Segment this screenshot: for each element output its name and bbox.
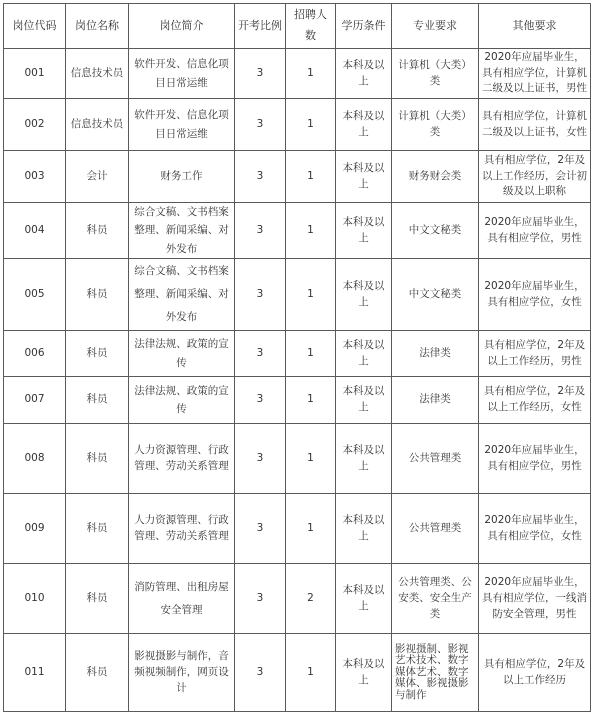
cell-count: 1 — [286, 634, 336, 712]
header-intro: 岗位简介 — [129, 4, 235, 49]
cell-count: 1 — [286, 49, 336, 99]
cell-code: 010 — [4, 564, 66, 634]
table-row — [4, 494, 591, 564]
cell-name: 科员 — [66, 634, 129, 712]
cell-intro: 综合文稿、文书档案整理、新闻采编、对外发布 — [129, 203, 235, 259]
cell-intro: 影视摄影与制作，音频视频制作，网页设计 — [129, 634, 235, 712]
cell-intro: 人力资源管理、行政管理、劳动关系管理 — [129, 424, 235, 494]
cell-code: 008 — [4, 424, 66, 494]
cell-major: 公共管理类 — [392, 494, 479, 564]
cell-intro: 软件开发、信息化项目日常运维 — [129, 99, 235, 151]
cell-name: 科员 — [66, 331, 129, 377]
cell-major: 影视摄制、影视艺术技术、数字媒体艺术、数字媒体、影视摄影与制作 — [392, 634, 479, 712]
table-row — [4, 99, 591, 151]
cell-code: 003 — [4, 151, 66, 203]
cell-other: 2020年应届毕业生，具有相应学位，女性 — [479, 494, 591, 564]
cell-name: 科员 — [66, 203, 129, 259]
cell-major: 计算机（大类）类 — [392, 99, 479, 151]
header-name: 岗位名称 — [66, 4, 129, 49]
cell-edu: 本科及以上 — [336, 377, 392, 424]
header-edu: 学历条件 — [336, 4, 392, 49]
cell-name: 会计 — [66, 151, 129, 203]
cell-ratio: 3 — [235, 634, 286, 712]
header-ratio: 开考比例 — [235, 4, 286, 49]
cell-name: 科员 — [66, 424, 129, 494]
cell-major: 法律类 — [392, 331, 479, 377]
cell-edu: 本科及以上 — [336, 494, 392, 564]
cell-intro: 软件开发、信息化项目日常运维 — [129, 49, 235, 99]
cell-ratio: 3 — [235, 203, 286, 259]
cell-name: 信息技术员 — [66, 99, 129, 151]
table-row — [4, 331, 591, 377]
cell-ratio: 3 — [235, 49, 286, 99]
cell-code: 002 — [4, 99, 66, 151]
cell-intro: 财务工作 — [129, 151, 235, 203]
cell-other: 具有相应学位，2年及以上工作经历，会计初级及以上职称 — [479, 151, 591, 203]
cell-count: 2 — [286, 564, 336, 634]
cell-count: 1 — [286, 99, 336, 151]
cell-name: 科员 — [66, 259, 129, 331]
cell-ratio: 3 — [235, 99, 286, 151]
cell-code: 009 — [4, 494, 66, 564]
table-row — [4, 151, 591, 203]
job-table — [3, 3, 591, 712]
cell-code: 005 — [4, 259, 66, 331]
cell-ratio: 3 — [235, 377, 286, 424]
cell-count: 1 — [286, 494, 336, 564]
table-row — [4, 424, 591, 494]
cell-other: 2020年应届毕业生，具有相应学位，女性 — [479, 259, 591, 331]
cell-count: 1 — [286, 377, 336, 424]
cell-code: 004 — [4, 203, 66, 259]
cell-edu: 本科及以上 — [336, 259, 392, 331]
cell-code: 007 — [4, 377, 66, 424]
cell-edu: 本科及以上 — [336, 634, 392, 712]
cell-other: 具有相应学位，2年及以上工作经历，男性 — [479, 331, 591, 377]
cell-name: 科员 — [66, 377, 129, 424]
cell-edu: 本科及以上 — [336, 564, 392, 634]
header-major: 专业要求 — [392, 4, 479, 49]
cell-intro: 消防管理、出租房屋安全管理 — [129, 564, 235, 634]
cell-other: 2020年应届毕业生，具有相应学位，计算机二级及以上证书，男性 — [479, 49, 591, 99]
cell-intro: 法律法规、政策的宣传 — [129, 331, 235, 377]
cell-other: 具有相应学位，2年及以上工作经历 — [479, 634, 591, 712]
header-code: 岗位代码 — [4, 4, 66, 49]
cell-intro: 人力资源管理、行政管理、劳动关系管理 — [129, 494, 235, 564]
cell-ratio: 3 — [235, 564, 286, 634]
cell-major: 计算机（大类）类 — [392, 49, 479, 99]
cell-major: 法律类 — [392, 377, 479, 424]
cell-other: 具有相应学位，2年及以上工作经历，女性 — [479, 377, 591, 424]
cell-major: 中文文秘类 — [392, 259, 479, 331]
cell-name: 科员 — [66, 494, 129, 564]
header-count: 招聘人数 — [286, 4, 336, 49]
cell-name: 科员 — [66, 564, 129, 634]
cell-code: 001 — [4, 49, 66, 99]
table-row — [4, 203, 591, 259]
cell-ratio: 3 — [235, 494, 286, 564]
cell-count: 1 — [286, 331, 336, 377]
cell-ratio: 3 — [235, 331, 286, 377]
cell-edu: 本科及以上 — [336, 49, 392, 99]
cell-name: 信息技术员 — [66, 49, 129, 99]
table-row — [4, 564, 591, 634]
cell-count: 1 — [286, 259, 336, 331]
cell-edu: 本科及以上 — [336, 203, 392, 259]
cell-edu: 本科及以上 — [336, 331, 392, 377]
table-row — [4, 49, 591, 99]
cell-intro: 综合文稿、文书档案整理、新闻采编、对外发布 — [129, 259, 235, 331]
cell-edu: 本科及以上 — [336, 424, 392, 494]
table-row — [4, 634, 591, 712]
cell-count: 1 — [286, 203, 336, 259]
cell-other: 具有相应学位，计算机二级及以上证书，女性 — [479, 99, 591, 151]
cell-major: 公共管理类、公安类、安全生产类 — [392, 564, 479, 634]
cell-intro: 法律法规、政策的宣传 — [129, 377, 235, 424]
cell-major: 公共管理类 — [392, 424, 479, 494]
table-row — [4, 377, 591, 424]
cell-count: 1 — [286, 424, 336, 494]
cell-edu: 本科及以上 — [336, 151, 392, 203]
header-other: 其他要求 — [479, 4, 591, 49]
table-row — [4, 259, 591, 331]
cell-other: 2020年应届毕业生，具有相应学位，男性 — [479, 203, 591, 259]
cell-count: 1 — [286, 151, 336, 203]
header-row — [4, 4, 591, 49]
cell-ratio: 3 — [235, 259, 286, 331]
cell-major: 中文文秘类 — [392, 203, 479, 259]
cell-edu: 本科及以上 — [336, 99, 392, 151]
cell-major: 财务财会类 — [392, 151, 479, 203]
cell-other: 2020年应届毕业生，具有相应学位，一线消防安全管理，男性 — [479, 564, 591, 634]
cell-code: 011 — [4, 634, 66, 712]
cell-other: 2020年应届毕业生，具有相应学位，男性 — [479, 424, 591, 494]
cell-code: 006 — [4, 331, 66, 377]
cell-ratio: 3 — [235, 151, 286, 203]
cell-ratio: 3 — [235, 424, 286, 494]
